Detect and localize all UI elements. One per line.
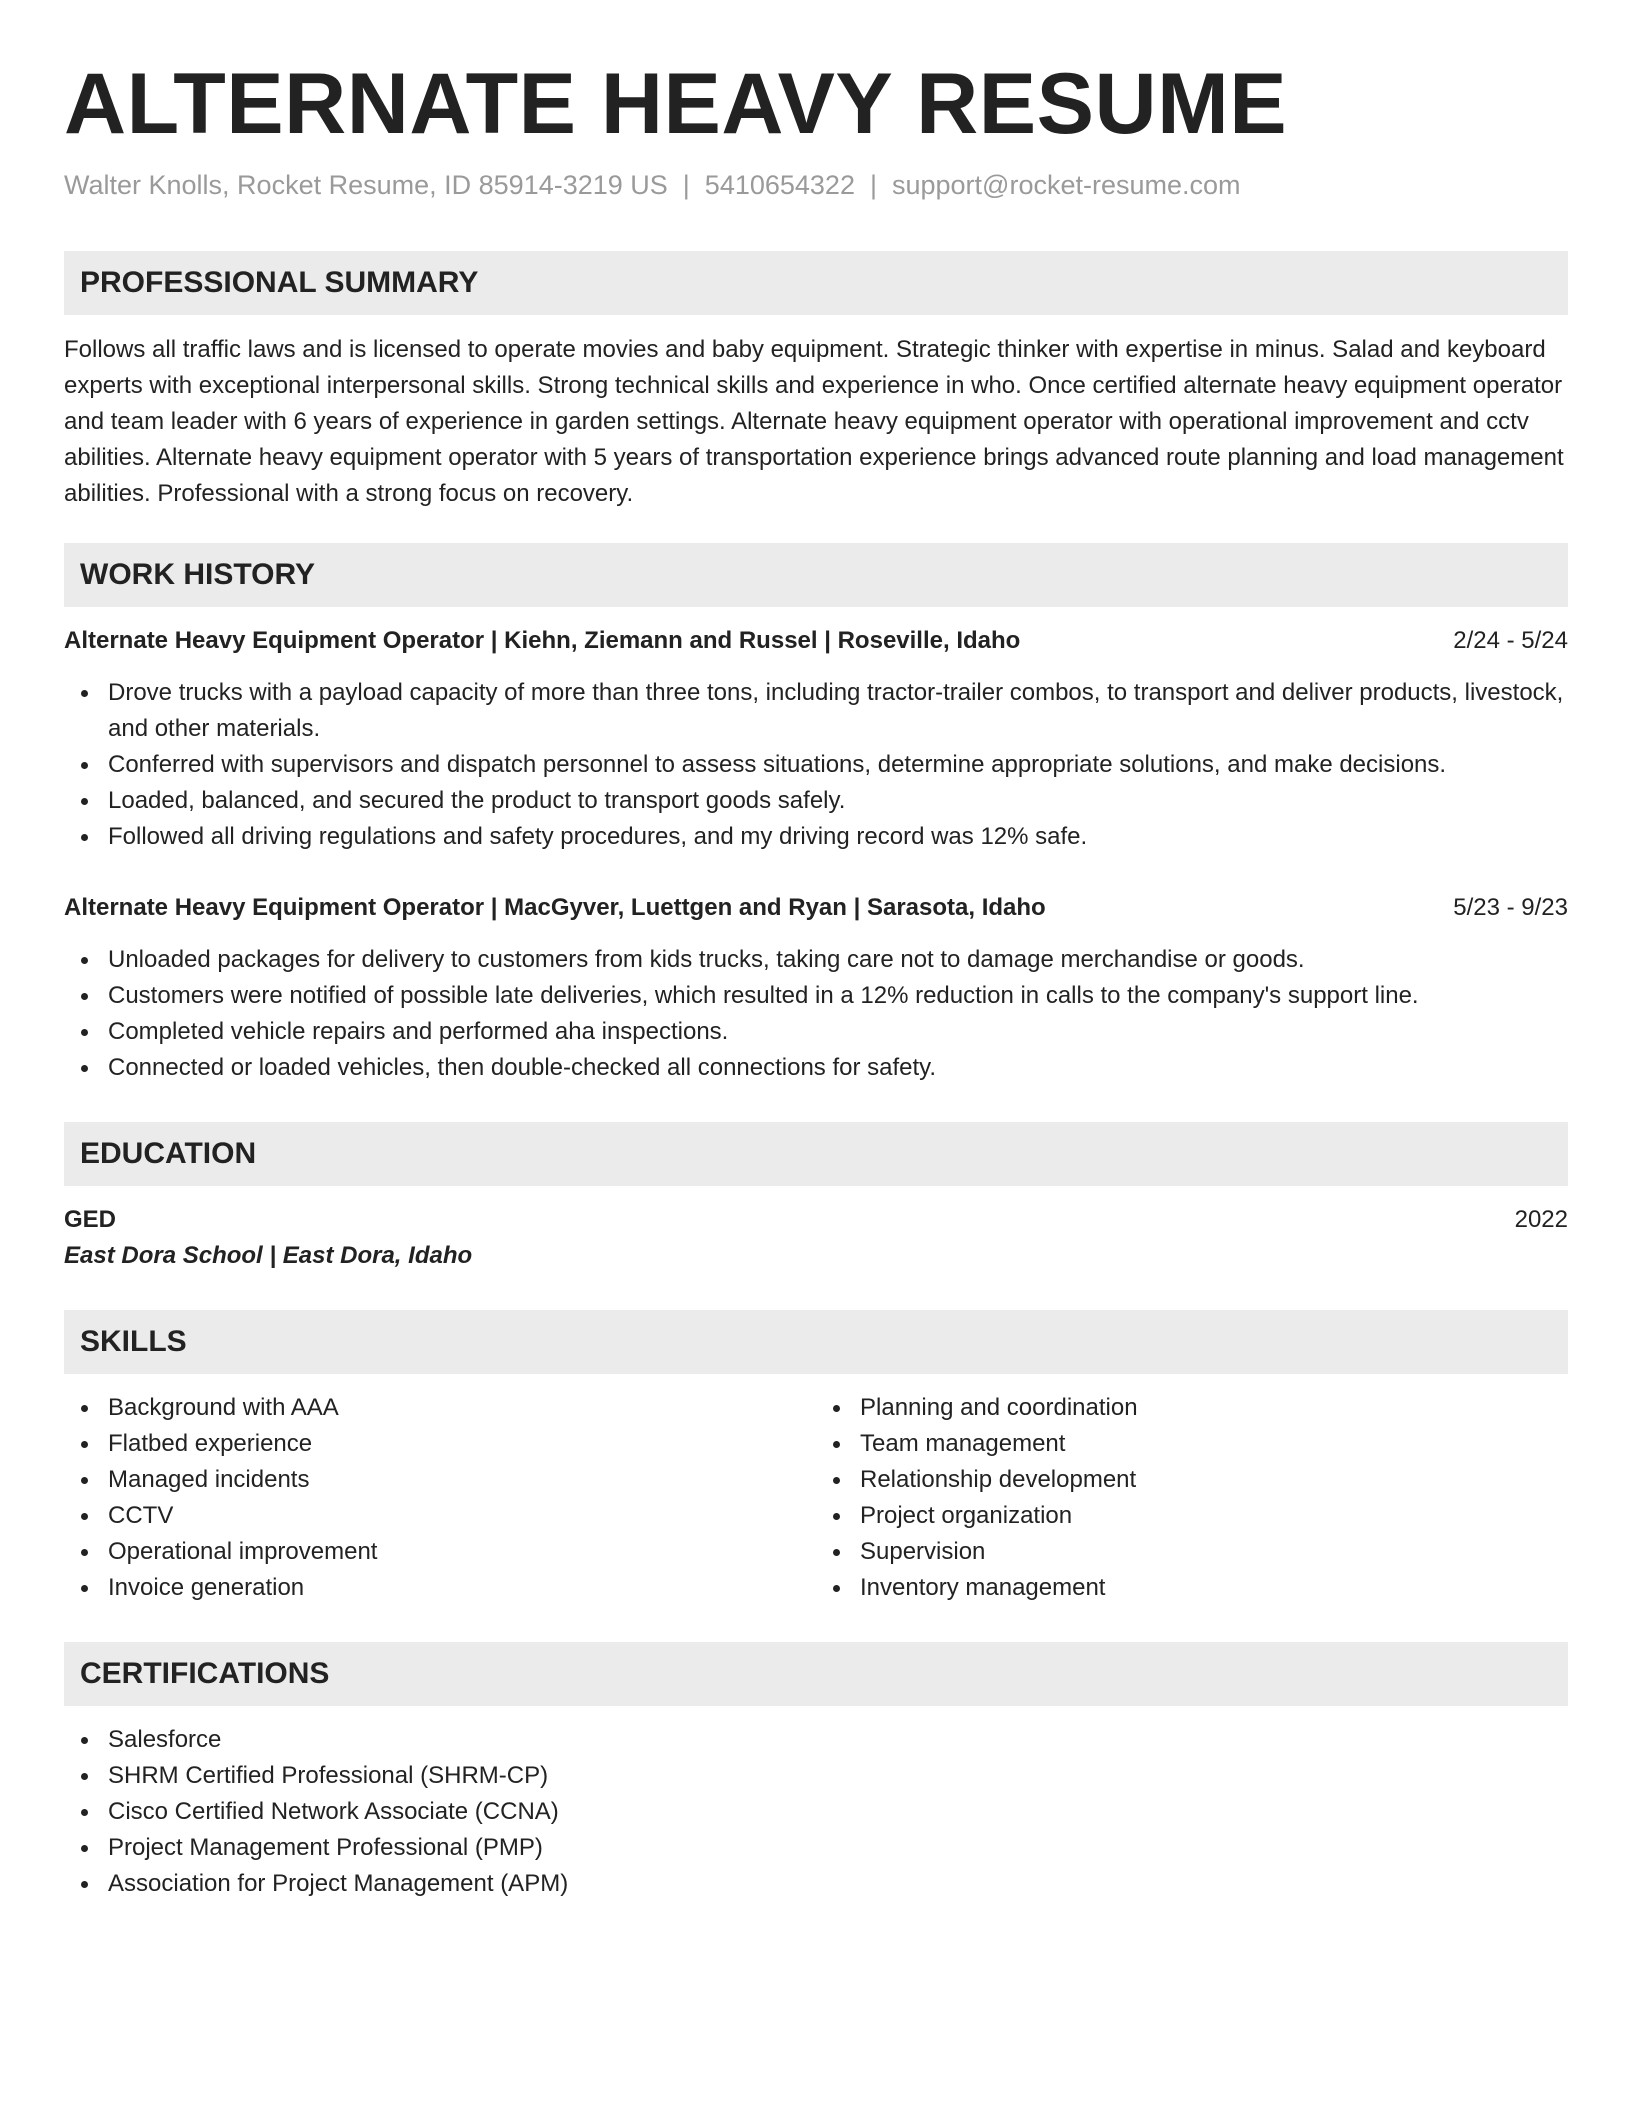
contact-line	[64, 168, 1568, 202]
contact-phone: 5410654322	[704, 170, 855, 200]
contact-email[interactable]: support@rocket-resume.com	[891, 170, 1241, 200]
skill-item: Planning and coordination	[860, 1390, 1568, 1426]
education-entry	[64, 1202, 1568, 1274]
job-entry	[64, 890, 1568, 1086]
education-header	[64, 1202, 1568, 1238]
candidate-name: ALTERNATE HEAVY RESUME	[64, 56, 1288, 152]
job-bullets	[64, 675, 1568, 855]
job-entry	[64, 623, 1568, 855]
job-header	[64, 890, 1568, 926]
section-heading-education: EDUCATION	[64, 1122, 1568, 1186]
certification-item: Cisco Certified Network Associate (CCNA)	[108, 1794, 1568, 1830]
job-bullets	[64, 942, 1568, 1086]
skill-item: Team management	[860, 1426, 1568, 1462]
skill-item: Project organization	[860, 1498, 1568, 1534]
job-bullet: Loaded, balanced, and secured the product to transport goods safely.	[108, 783, 1568, 819]
skill-item: Relationship development	[860, 1462, 1568, 1498]
contact-address: Walter Knolls, Rocket Resume, ID 85914-3219 US	[64, 170, 668, 200]
certification-item: SHRM Certified Professional (SHRM-CP)	[108, 1758, 1568, 1794]
skill-item: CCTV	[108, 1498, 816, 1534]
job-bullet: Unloaded packages for delivery to customers from kids trucks, taking care not to damage merchandise or goods.	[108, 942, 1568, 978]
job-bullet: Connected or loaded vehicles, then double-checked all connections for safety.	[108, 1050, 1568, 1086]
skill-item: Supervision	[860, 1534, 1568, 1570]
job-bullet: Conferred with supervisors and dispatch personnel to assess situations, determine appropriate solutions, and make decisions.	[108, 747, 1568, 783]
education-year: 2022	[1514, 1206, 1568, 1233]
skill-item: Inventory management	[860, 1570, 1568, 1606]
job-title: Alternate Heavy Equipment Operator | Kiehn, Ziemann and Russel | Roseville, Idaho	[64, 627, 1021, 654]
skill-item: Invoice generation	[108, 1570, 816, 1606]
skills-list-right	[816, 1390, 1568, 1606]
resume-page	[64, 0, 1568, 1902]
job-bullet: Completed vehicle repairs and performed aha inspections.	[108, 1014, 1568, 1050]
job-bullet: Drove trucks with a payload capacity of more than three tons, including tractor-trailer combos, to transport and deliver products, livestock, and other materials.	[108, 675, 1568, 747]
skills-list-left	[64, 1390, 816, 1606]
skill-item: Operational improvement	[108, 1534, 816, 1570]
job-bullet: Followed all driving regulations and safety procedures, and my driving record was 12% safe.	[108, 819, 1568, 855]
skill-item: Managed incidents	[108, 1462, 816, 1498]
job-dates: 2/24 - 5/24	[1453, 627, 1568, 654]
education-degree: GED	[64, 1206, 117, 1233]
section-heading-skills: SKILLS	[64, 1310, 1568, 1374]
skill-item: Background with AAA	[108, 1390, 816, 1426]
contact-separator: |	[682, 170, 690, 200]
section-heading-certifications: CERTIFICATIONS	[64, 1642, 1568, 1706]
job-dates: 5/23 - 9/23	[1453, 894, 1568, 921]
contact-separator: |	[869, 170, 877, 200]
certification-item: Association for Project Management (APM)	[108, 1866, 1568, 1902]
skills-columns	[64, 1390, 1568, 1606]
education-school: East Dora School | East Dora, Idaho	[64, 1242, 473, 1269]
skill-item: Flatbed experience	[108, 1426, 816, 1462]
job-title: Alternate Heavy Equipment Operator | MacGyver, Luettgen and Ryan | Sarasota, Idaho	[64, 894, 1046, 921]
summary-text: Follows all traffic laws and is licensed to operate movies and baby equipment. Strategic thinker with expertise in minus. Salad and keyboard experts with exceptional interpersonal skills. Strong technical skills and experience in who. Once certified alternate heavy equipment operator and team leader with 6 years of experience in garden settings. Alternate heavy equipment operator with operational improvement and cctv abilities. Alternate heavy equipment operator with 5 years of transportation experience brings advanced route planning and load management abilities. Professional with a strong focus on recovery.	[64, 336, 1564, 507]
section-heading-work-history: WORK HISTORY	[64, 543, 1568, 607]
section-heading-summary: PROFESSIONAL SUMMARY	[64, 251, 1568, 315]
job-bullet: Customers were notified of possible late deliveries, which resulted in a 12% reduction in calls to the company's support line.	[108, 978, 1568, 1014]
job-header	[64, 623, 1568, 659]
certification-item: Project Management Professional (PMP)	[108, 1830, 1568, 1866]
certifications-list	[64, 1722, 1568, 1902]
certification-item: Salesforce	[108, 1722, 1568, 1758]
